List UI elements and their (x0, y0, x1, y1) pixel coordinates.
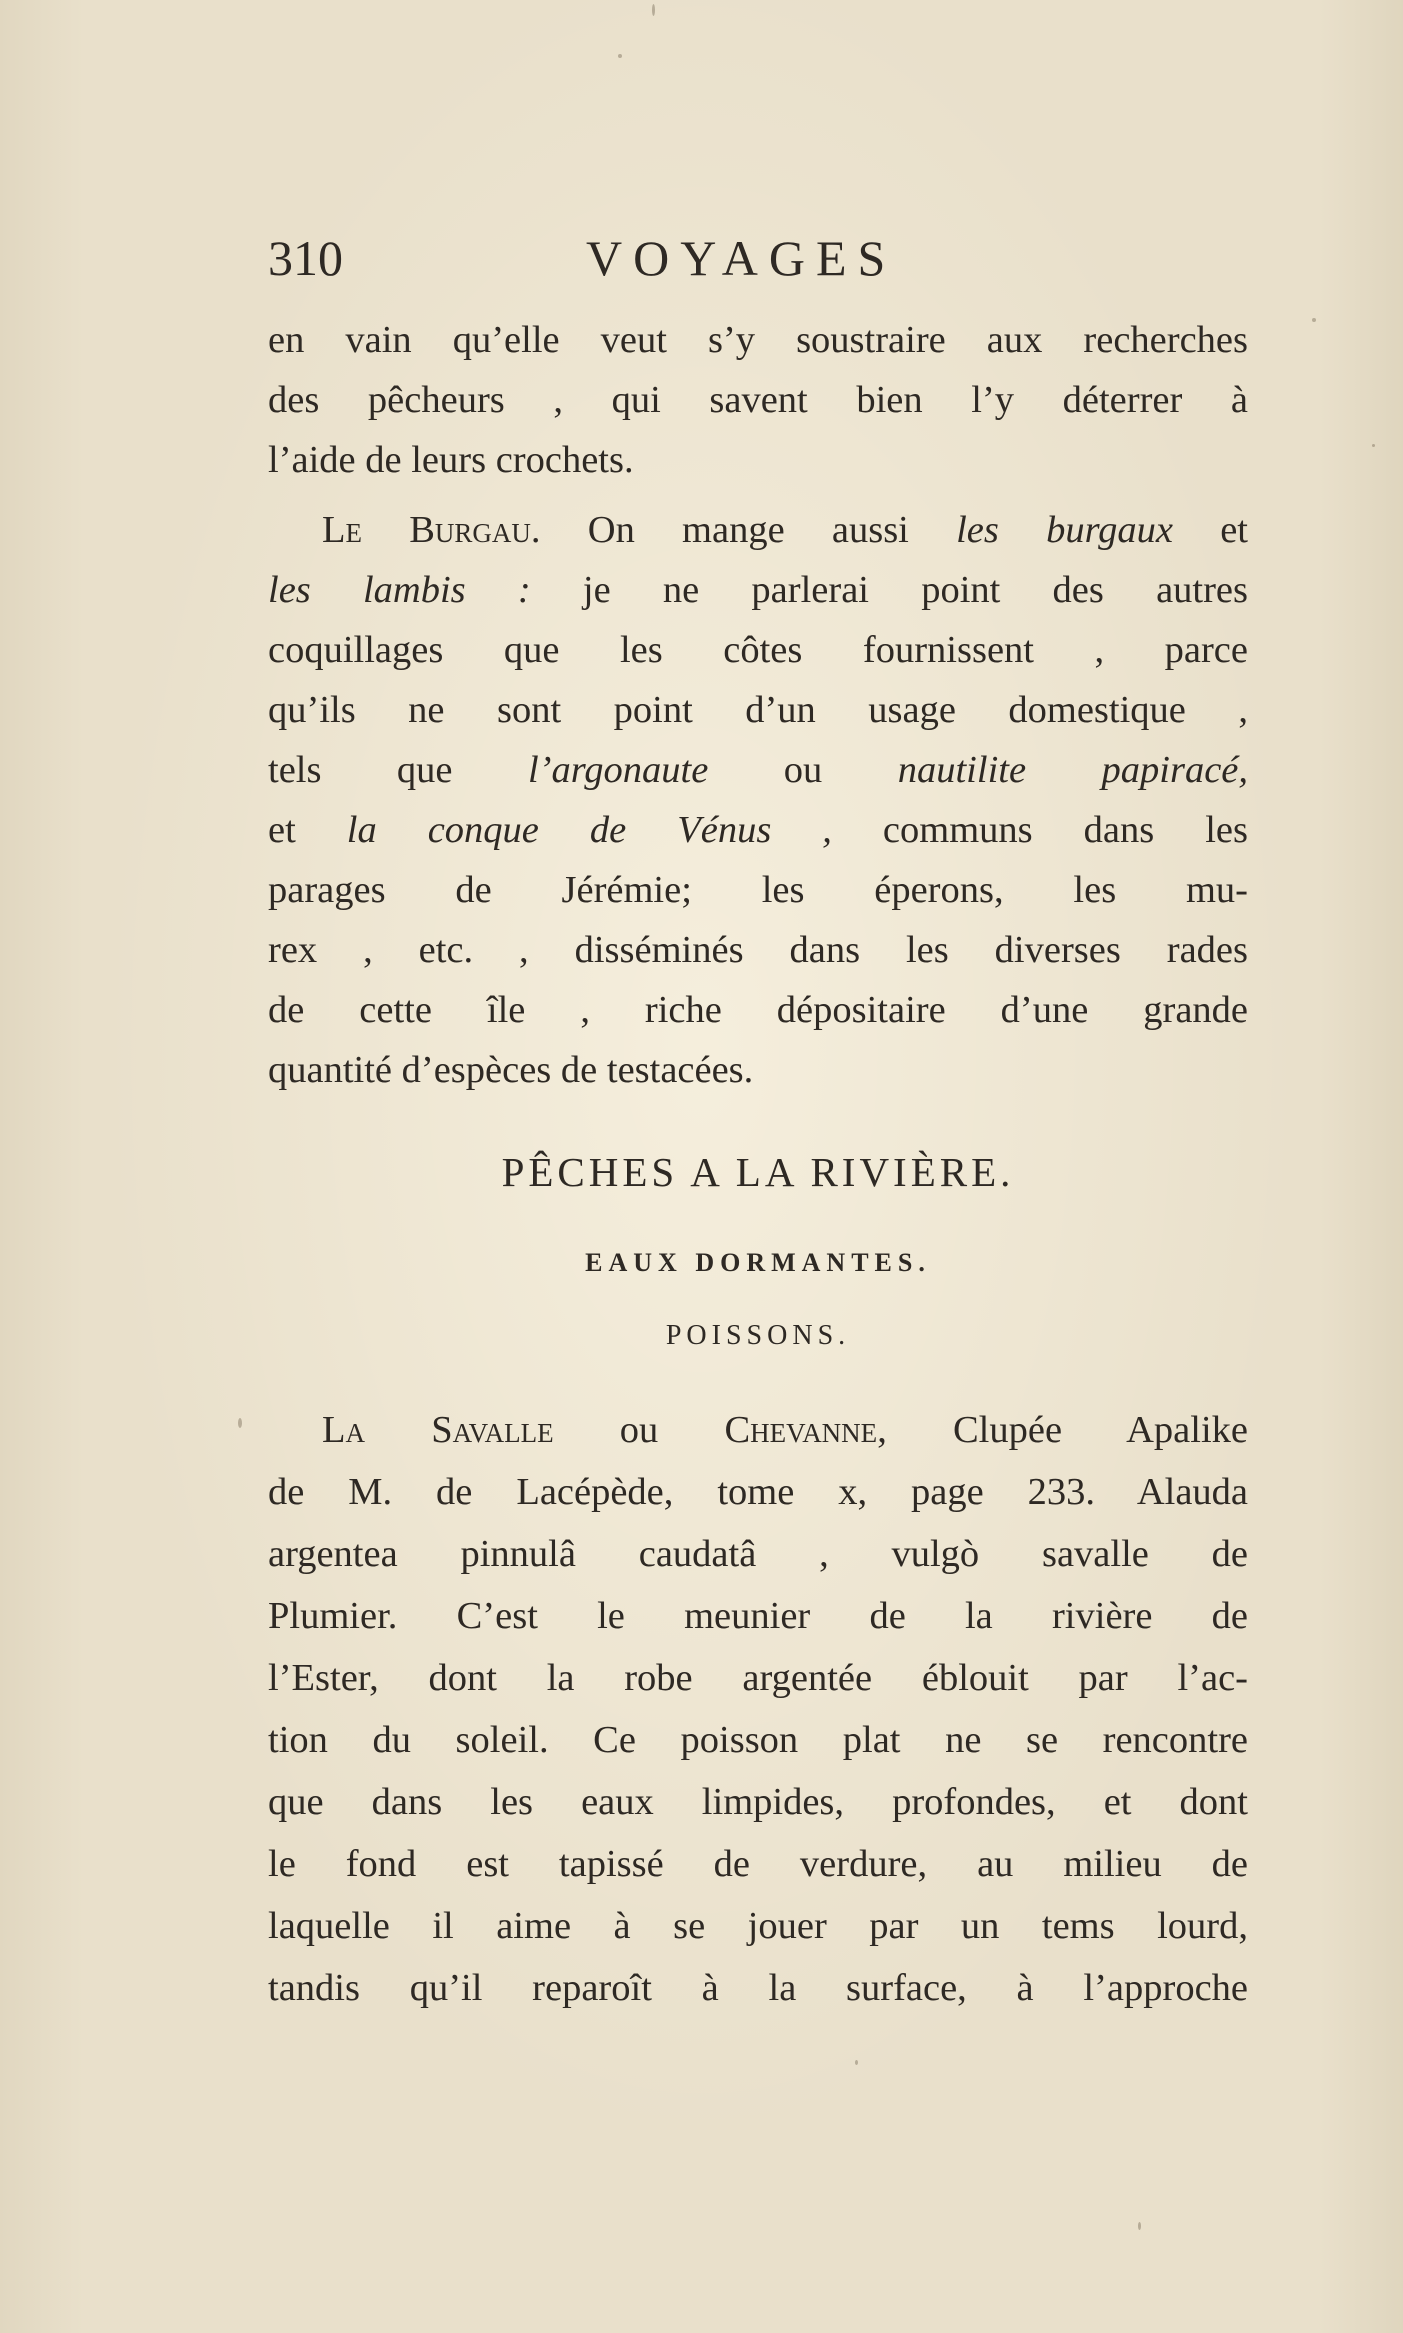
text-line: qu’ils ne sont point d’un usage domestique , (268, 689, 1248, 731)
text-line: laquelle il aime à se jouer par un tems lourd, (268, 1905, 1248, 1947)
running-title: VOYAGES (586, 230, 897, 286)
text-run: je ne parlerai point des autres (530, 569, 1248, 611)
paper-speck (238, 1418, 242, 1428)
paper-speck (652, 4, 655, 16)
text-line (268, 800, 1248, 860)
text-line (268, 740, 1248, 800)
text-line: en vain qu’elle veut s’y soustraire aux recherches (268, 319, 1248, 361)
entry-name: Le Burgau. (322, 509, 541, 551)
text-line: de cette île , riche dépositaire d’une grande (268, 989, 1248, 1031)
text-line: le fond est tapissé de verdure, au milieu de (268, 1843, 1248, 1885)
text-line: argentea pinnulâ caudatâ , vulgò savalle de (268, 1533, 1248, 1575)
text-line: tion du soleil. Ce poisson plat ne se rencontre (268, 1719, 1248, 1761)
text-line: Plumier. C’est le meunier de la rivière de (268, 1595, 1248, 1637)
text-line: l’Ester, dont la robe argentée éblouit par l’ac- (268, 1657, 1248, 1699)
page-number: 310 (268, 230, 343, 286)
text-run: et (268, 809, 347, 851)
text-line: rex , etc. , disséminés dans les diverses rades (268, 929, 1248, 971)
text-line (268, 500, 1248, 560)
category-heading: POISSONS. (665, 1320, 851, 1351)
section-heading: PÊCHES A LA RIVIÈRE. (501, 1149, 1015, 1195)
paper-speck (1372, 444, 1375, 447)
text-run: ou (708, 749, 898, 791)
text-run: On mange aussi (540, 509, 957, 551)
running-head (268, 228, 1248, 288)
text-run: communs dans les (831, 809, 1248, 851)
text-run: tels que (268, 749, 528, 791)
text-line: de M. de Lacépède, tome x, page 233. Alauda (268, 1471, 1248, 1513)
paper-speck (855, 2060, 858, 2065)
paper-speck (1138, 2222, 1141, 2230)
text-line: parages de Jérémie; les éperons, les mu- (268, 869, 1248, 911)
text-line: que dans les eaux limpides, profondes, et dont (268, 1781, 1248, 1823)
paper-speck (618, 54, 622, 58)
italic-term: les burgaux (956, 509, 1173, 551)
paper-speck (1312, 318, 1316, 322)
italic-term: la conque de Vénus , (346, 809, 832, 851)
text-line: l’aide de leurs crochets. (268, 439, 634, 481)
italic-term: les lambis : (268, 569, 531, 611)
text-line (268, 1400, 1248, 1460)
text-line (268, 560, 1248, 620)
entry-name: Chevanne (724, 1409, 878, 1451)
subsection-heading: EAUX DORMANTES. (585, 1248, 931, 1277)
italic-term: nautilite papiracé, (897, 749, 1248, 791)
text-line: tandis qu’il reparoît à la surface, à l’approche (268, 1967, 1248, 2009)
entry-name: La Savalle (322, 1409, 554, 1451)
text-run: , Clupée Apalike (877, 1409, 1248, 1451)
italic-term: l’argonaute (527, 749, 709, 791)
text-run: ou (553, 1409, 725, 1451)
text-line: quantité d’espèces de testacées. (268, 1049, 754, 1091)
text-line: des pêcheurs , qui savent bien l’y déterrer à (268, 379, 1248, 421)
text-line: coquillages que les côtes fournissent , parce (268, 629, 1248, 671)
text-run: et (1172, 509, 1248, 551)
